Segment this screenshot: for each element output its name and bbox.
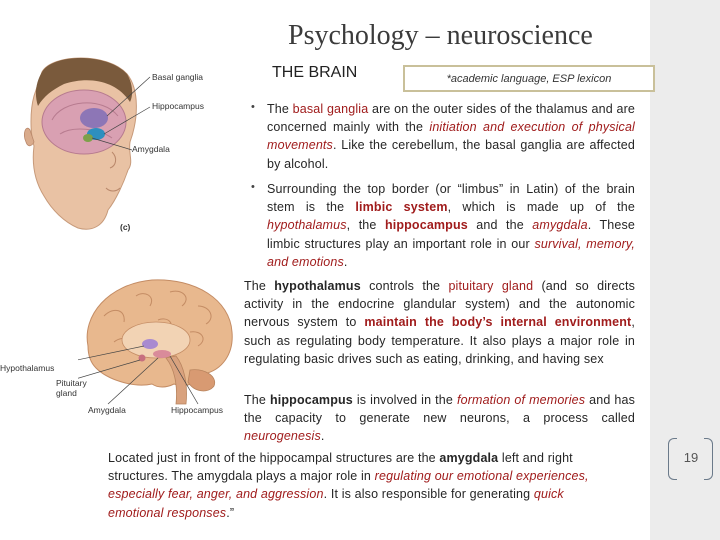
term-regulating-emotions: regulating our emotional experiences, especially fear, anger, and aggression xyxy=(108,469,589,502)
term-formation-of-memories: formation of memories xyxy=(456,393,586,407)
term-hypothalamus: hypothalamus xyxy=(267,218,347,233)
hy-text-4: , such as regulating body temperature. It also plays a major role in regulating basic drives such as eating, drinking, and having sex xyxy=(244,315,635,366)
bullet-basal-ganglia xyxy=(267,100,635,173)
hy-text-3: (and so directs activity in the endocrine glandular system) and the autonomic nervous system to xyxy=(244,279,635,330)
b2-text-4: and the xyxy=(467,218,533,233)
slide-subtitle: THE BRAIN xyxy=(272,64,358,81)
hc-text-2: is involved in the xyxy=(352,393,457,407)
term-neurogenesis: neurogenesis xyxy=(244,429,321,444)
b1-text-2: are on the outer sides of the thalamus and are concerned mainly with the xyxy=(267,102,635,135)
label-gland: gland xyxy=(56,388,77,398)
hc-text-3: and has the capacity to generate new neurons, a process called xyxy=(244,393,636,426)
label-basal-ganglia: Basal ganglia xyxy=(152,72,204,82)
am-text-1: Located just in front of the hippocampal structures are the xyxy=(108,451,440,465)
hy-text-1: The xyxy=(244,279,275,293)
lexicon-note: *academic language, ESP lexicon xyxy=(446,72,612,85)
brain-head-illustration xyxy=(12,50,157,235)
hc-text-1: The xyxy=(244,393,270,407)
b2-text-3: , the xyxy=(346,218,385,233)
label-amygdala-bottom: Amygdala xyxy=(88,405,126,415)
b1-text-3: . Like the cerebellum, the basal ganglia are affected by alcohol. xyxy=(267,138,635,171)
term-hippocampus: hippocampus xyxy=(384,218,468,233)
label-hippocampus-top: Hippocampus xyxy=(152,101,204,111)
hy-text-2: controls the xyxy=(360,279,449,293)
b2-text-1: Surrounding the top border (or “limbus” in Latin) of the brain stem is the xyxy=(267,182,635,215)
page-number-bracket-left xyxy=(668,438,677,480)
bullet-marker-1: • xyxy=(251,101,255,113)
b2-text-5: . These limbic structures play an important role in our xyxy=(267,218,636,251)
bullet-limbic-system xyxy=(267,180,635,271)
am-text-4: .” xyxy=(226,505,235,520)
term-amygdala: amygdala xyxy=(532,218,588,233)
paragraph-amygdala xyxy=(108,449,598,522)
term-limbic-system: limbic system xyxy=(355,200,448,215)
term-hypothalamus-bold: hypothalamus xyxy=(274,279,361,293)
label-hippocampus-bottom: Hippocampus xyxy=(171,405,223,415)
bullet-marker-2: • xyxy=(251,181,255,193)
label-pituitary: Pituitary xyxy=(56,378,87,388)
page-number: 19 xyxy=(683,450,699,465)
paragraph-hippocampus xyxy=(244,391,635,446)
figure-panel-label: (c) xyxy=(120,222,131,232)
term-initiation-execution: initiation and execution of physical movements xyxy=(267,120,635,153)
brain-sagittal-illustration xyxy=(78,276,238,411)
page-number-bracket-right xyxy=(704,438,713,480)
b2-text-2: , which is made up of the xyxy=(447,200,635,215)
term-basal-ganglia: basal ganglia xyxy=(292,102,369,116)
am-text-3: . It is also responsible for generating xyxy=(323,487,534,502)
hc-text-4: . xyxy=(320,429,325,444)
b1-text-1: The xyxy=(267,102,293,116)
term-survival-memory-emotions: survival, memory, and emotions xyxy=(267,236,635,269)
term-amygdala-bold: amygdala xyxy=(439,451,499,465)
am-text-2: left and right structures. The amygdala plays a major role in xyxy=(108,451,573,484)
term-maintain-internal-environment: maintain the body’s internal environment xyxy=(364,315,632,330)
slide-title: Psychology – neuroscience xyxy=(288,20,593,51)
term-hippocampus-bold: hippocampus xyxy=(269,393,353,407)
lexicon-note-box xyxy=(403,65,655,92)
paragraph-hypothalamus xyxy=(244,277,635,368)
b2-text-6: . xyxy=(343,254,348,269)
term-pituitary-gland: pituitary gland xyxy=(448,279,534,293)
term-quick-emotional-responses: quick emotional responses xyxy=(108,487,564,520)
label-amygdala-top: Amygdala xyxy=(132,144,170,154)
label-hypothalamus: Hypothalamus xyxy=(0,363,55,373)
